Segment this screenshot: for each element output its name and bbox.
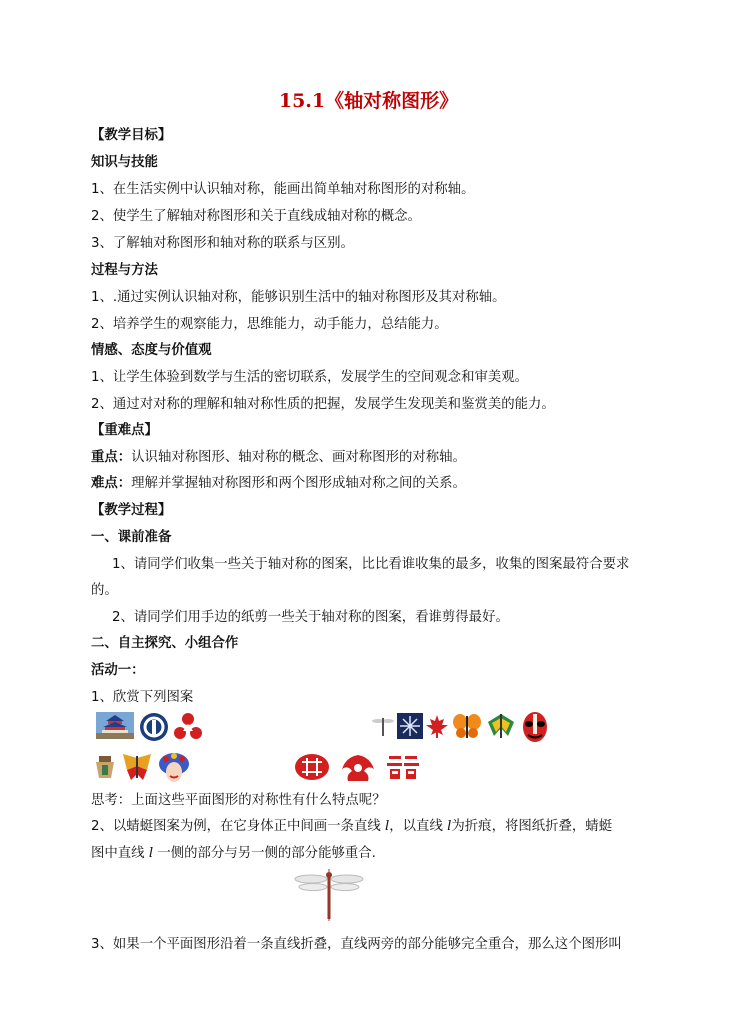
knowledge-header: 知识与技能 [91,155,158,170]
dragonfly-text-a1: 2、以蜻蜓图案为例，在它身体正中间画一条直线 [91,819,385,834]
emotion-item-2: 2、通过对对称的理解和轴对称性质的把握，发展学生发现美和鉴赏美的能力。 [91,397,555,412]
key-point [91,446,466,465]
process-item-2: 2、培养学生的观察能力，思维能力，动手能力，总结能力。 [91,317,448,332]
opera-headdress-image [156,750,192,784]
temple-of-heaven-image [96,712,134,739]
butterfly-orange-image [452,712,482,740]
prep-item-1-cont: 的。 [91,583,118,598]
key-label: 重点： [91,450,132,465]
paper-cut-phoenix-image [338,751,378,783]
activity-header: 活动一： [91,663,145,678]
difficulty-header: 【重难点】 [91,423,158,438]
appreciate-text: 1、欣赏下列图案 [91,690,194,705]
dragonfly-small-image [371,714,395,738]
maple-leaf-image [424,713,450,739]
emotion-header: 情感、态度与价值观 [91,343,212,358]
hard-point [91,472,466,491]
variable-l: l [447,819,452,834]
triangle-logo-image [172,710,204,742]
butterfly-pattern-image [121,752,153,782]
teaching-header: 【教学过程】 [91,503,172,518]
paper-cut-double-happiness-image [294,752,330,782]
item3-text: 3、如果一个平面图形沿着一条直线折叠，直线两旁的部分能够完全重合，那么这个图形叫 [91,937,622,952]
prep-item-1: 1、请同学们收集一些关于轴对称的图案，比比看谁收集的最多，收集的图案最符合要求 [112,557,630,572]
process-item-1: 1、.通过实例认识轴对称，能够识别生活中的轴对称图形及其对称轴。 [91,290,506,305]
knowledge-item-2: 2、使学生了解轴对称图形和关于直线成轴对称的概念。 [91,209,421,224]
variable-l: l [384,819,390,834]
vase-image [92,753,118,781]
hard-label: 难点： [91,476,132,491]
page-title: 15.1《轴对称图形》 [278,90,459,112]
hard-text: 理解并掌握轴对称图形和两个图形成轴对称之间的关系。 [131,476,466,491]
dragonfly-text-line-2 [91,842,376,861]
dragonfly-image [294,867,364,921]
emotion-item-1: 1、让学生体验到数学与生活的密切联系，发展学生的空间观念和审美观。 [91,370,529,385]
railway-logo-image [139,712,169,742]
dragonfly-text-line-1 [91,815,612,834]
knowledge-item-1: 1、在生活实例中认识轴对称，能画出简单轴对称图形的对称轴。 [91,182,475,197]
opera-mask-image [520,709,550,743]
think-text: 思考：上面这些平面图形的对称性有什么特点呢？ [91,793,386,808]
dragonfly-text-a3: 为折痕，将图纸折叠，蜻蜓 [451,819,613,834]
snowflake-image [397,713,423,739]
dragonfly-text-b1: 图中直线 [91,846,149,861]
butterfly-kite-image [486,710,516,742]
process-header: 过程与方法 [91,263,158,278]
prep-item-2: 2、请同学们用手边的纸剪一些关于轴对称的图案，看谁剪得最好。 [112,610,509,625]
explore-header: 二、自主探究、小组合作 [91,636,239,651]
variable-l: l [148,846,154,861]
prep-header: 一、课前准备 [91,530,172,545]
knowledge-item-3: 3、了解轴对称图形和轴对称的联系与区别。 [91,236,354,251]
double-happiness-image [386,753,420,781]
dragonfly-text-a2: ，以直线 [389,819,448,834]
dragonfly-text-b2: 一侧的部分与另一侧的部分能够重合. [153,846,376,861]
goals-header: 【教学目标】 [91,128,172,143]
key-text: 认识轴对称图形、轴对称的概念、画对称图形的对称轴。 [131,450,466,465]
